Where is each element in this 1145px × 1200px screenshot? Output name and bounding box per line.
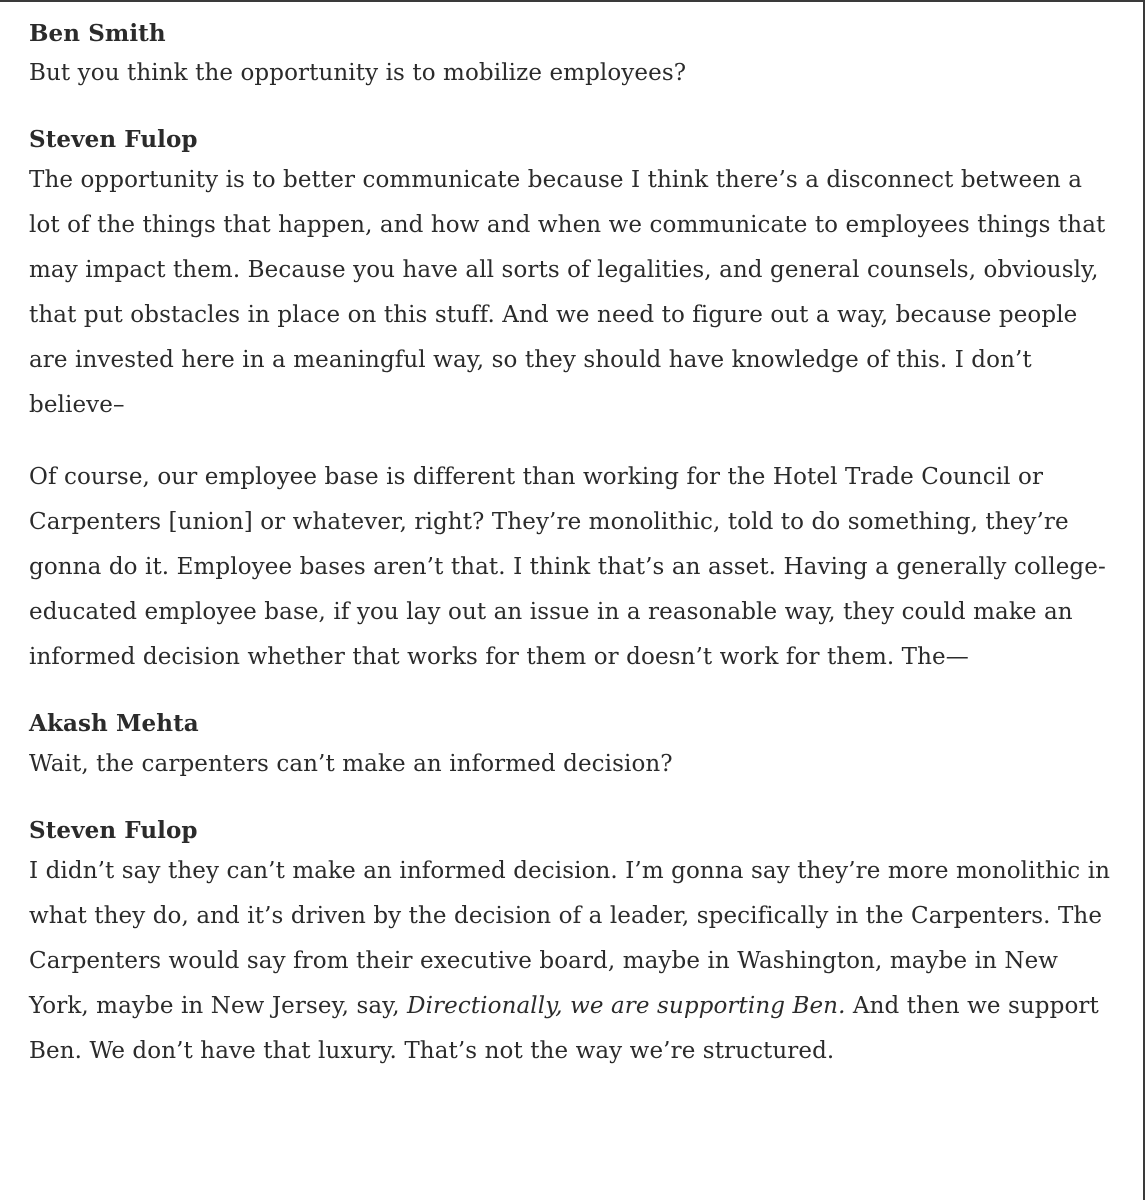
speaker-name: Steven Fulop bbox=[29, 817, 198, 844]
exchange-ben-smith bbox=[29, 16, 1119, 96]
speaker-name: Akash Mehta bbox=[29, 710, 199, 737]
paragraph: The opportunity is to better communicate because I think there’s a disconnect between a lot of the things that happen, and how and when we communicate to employees things that may impact them. Because you have all sorts of legalities, and general counsels, obviously, that put obstacles in place on this stuff. And we need to figure out a way, because people are invested here in a meaningful way, so they should have knowledge of this. I don’t believe– bbox=[29, 167, 1106, 418]
exchange-akash-mehta bbox=[29, 706, 1119, 787]
paragraph-text: I didn’t say they can’t make an informed decision. I’m gonna say they’re more monolithic in what they do, and it’s driven by the decision of a leader, specifically in the Carpenters. The Carpenters would say from their executive board, maybe in Washington, maybe in New York, maybe in New Jersey, say, bbox=[29, 858, 1111, 1019]
transcript-content bbox=[29, 16, 1119, 1100]
exchange-steven-fulop-2 bbox=[29, 813, 1119, 1074]
paragraph-text: And then we support Ben. We don’t have that luxury. That’s not the way we’re structured. bbox=[29, 993, 1099, 1064]
paragraph bbox=[29, 849, 1119, 1074]
paragraph: Wait, the carpenters can’t make an informed decision? bbox=[29, 751, 673, 777]
paragraph: Of course, our employee base is different than working for the Hotel Trade Council or Carpenters [union] or whatever, right? They’re monolithic, told to do something, they’re gonna do it. Employee bases aren’t that. I think that’s an asset. Having a generally college-educated employee base, if you lay out an issue in a reasonable way, they could make an informed decision whether that works for them or doesn’t work for them. The— bbox=[29, 464, 1106, 670]
exchange-steven-fulop-1 bbox=[29, 122, 1119, 680]
quoted-statement: Directionally, we are supporting Ben. bbox=[407, 993, 846, 1019]
speaker-name: Steven Fulop bbox=[29, 126, 198, 153]
speaker-name: Ben Smith bbox=[29, 20, 166, 47]
paragraph: But you think the opportunity is to mobilize employees? bbox=[29, 60, 687, 86]
